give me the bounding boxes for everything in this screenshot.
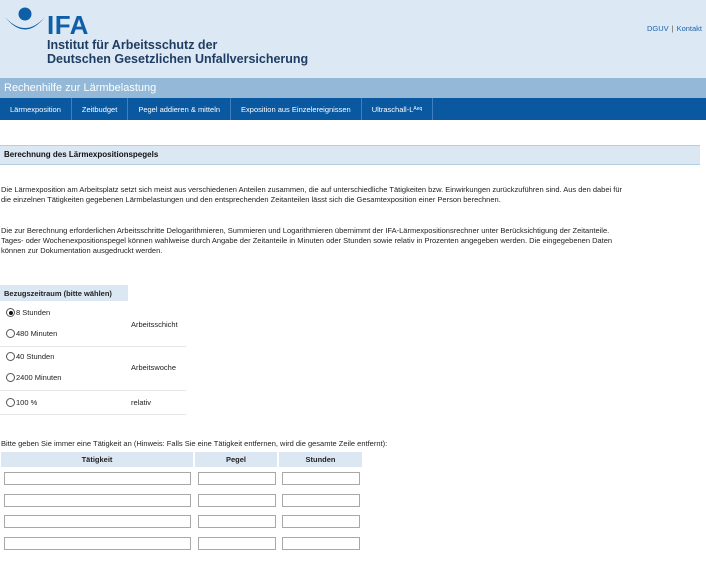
radio-label: 480 Minuten (16, 329, 58, 338)
radio-icon[interactable] (6, 398, 15, 407)
taetigkeit-input-1[interactable] (4, 472, 191, 485)
site-header (0, 0, 706, 78)
tab-label: Exposition aus Einzelereignissen (241, 104, 351, 114)
radio-label: 100 % (16, 398, 38, 407)
column-header-pegel: Pegel (195, 452, 277, 467)
reference-period-heading (0, 285, 128, 301)
radio-2400-minuten[interactable] (6, 373, 61, 382)
tab-laermexposition[interactable] (0, 98, 72, 120)
radio-group-week (0, 347, 186, 391)
text-line: können zur Dokumentation ausgedruckt werden. (1, 246, 163, 256)
pegel-input-1[interactable] (198, 472, 276, 485)
taetigkeit-input-2[interactable] (4, 494, 191, 507)
reference-period-title: Bezugszeitraum (bitte wählen) (4, 289, 112, 298)
radio-label: 2400 Minuten (16, 373, 62, 382)
stunden-input-3[interactable] (282, 515, 360, 528)
tab-label-subscript: Aeq (413, 106, 423, 112)
intro-paragraph-1 (1, 185, 701, 205)
taetigkeit-input-4[interactable] (4, 537, 191, 550)
tab-ultraschall[interactable] (362, 98, 434, 120)
text-line: die einzelnen Tätigkeiten gegebenen Lärmbelastungen und den entsprechenden Zeitanteilen lässt sich die Gesamtexposition einer Person berechnen. (1, 195, 501, 205)
group-label-arbeitswoche: Arbeitswoche (131, 363, 177, 372)
activities-hint: Bitte geben Sie immer eine Tätigkeit an (Hinweis: Falls Sie eine Tätigkeit entfernen, wird die gesamte Zeile entfernt): (1, 439, 388, 448)
dguv-link[interactable]: DGUV (646, 24, 669, 33)
radio-checked-icon[interactable] (6, 308, 15, 317)
section-title: Berechnung des Lärmexpositionspegels (4, 150, 159, 159)
tab-label: Lärmexposition (10, 104, 61, 114)
tab-label: Zeitbudget (81, 104, 118, 114)
group-label-relativ: relativ (131, 398, 152, 407)
radio-label: 40 Stunden (16, 352, 55, 361)
tab-label: Pegel addieren & mitteln (138, 104, 221, 114)
radio-group-relative (0, 391, 186, 415)
text-line: Tages- oder Wochenexpositionspegel können wahlweise durch Angabe der Zeitanteile in Minuten oder Stunden sowie relativ in Prozenten angegeben werden. Die eingegebenen Daten (1, 236, 613, 246)
top-links (647, 24, 702, 33)
title-bar (0, 78, 706, 98)
tab-pegel-addieren[interactable] (128, 98, 231, 120)
section-heading (0, 145, 700, 165)
radio-40-stunden[interactable] (6, 352, 54, 361)
stunden-input-2[interactable] (282, 494, 360, 507)
radio-100-percent[interactable] (6, 398, 37, 407)
page-title: Rechenhilfe zur Lärmbelastung (4, 82, 157, 94)
group-label-arbeitsschicht: Arbeitsschicht (131, 320, 178, 329)
institute-name-line2: Deutschen Gesetzlichen Unfallversicherung (47, 52, 309, 66)
radio-group-shift (0, 304, 186, 347)
tab-exposition-einzelereignisse[interactable] (231, 98, 362, 120)
radio-icon[interactable] (6, 329, 15, 338)
intro-paragraph-2 (1, 226, 701, 257)
column-header-stunden: Stunden (279, 452, 362, 467)
radio-icon[interactable] (6, 373, 15, 382)
stunden-input-4[interactable] (282, 537, 360, 550)
link-separator: | (671, 24, 674, 33)
column-header-taetigkeit: Tätigkeit (1, 452, 193, 467)
pegel-input-4[interactable] (198, 537, 276, 550)
radio-480-minuten[interactable] (6, 329, 57, 338)
pegel-input-3[interactable] (198, 515, 276, 528)
dguv-logo-icon[interactable] (4, 6, 46, 40)
radio-8-stunden[interactable] (6, 308, 50, 317)
text-line: Die zur Berechnung erforderlichen Arbeitsschritte Delogarithmieren, Summieren und Logarithmieren übernimmt der IFA-Lärmexpositionsrechner unter Berücksichtigung der Zeitanteile. (1, 226, 610, 235)
institute-name-line1: Institut für Arbeitsschutz der (47, 38, 218, 52)
logo-text[interactable]: IFA (47, 10, 89, 40)
tab-label: Ultraschall-L (371, 104, 414, 114)
stunden-input-1[interactable] (282, 472, 360, 485)
tab-zeitbudget[interactable] (72, 98, 128, 120)
institute-name (47, 38, 308, 66)
text-line: Die Lärmexposition am Arbeitsplatz setzt sich meist aus verschiedenen Anteilen zusammen, die auf unterschiedliche Tätigkeiten bzw. Einwirkungen zurückzuführen sind. Aus den dabei für (1, 185, 623, 194)
kontakt-link[interactable]: Kontakt (676, 24, 702, 33)
radio-icon[interactable] (6, 352, 15, 361)
taetigkeit-input-3[interactable] (4, 515, 191, 528)
radio-label: 8 Stunden (16, 308, 51, 317)
pegel-input-2[interactable] (198, 494, 276, 507)
tab-navigation (0, 98, 706, 120)
